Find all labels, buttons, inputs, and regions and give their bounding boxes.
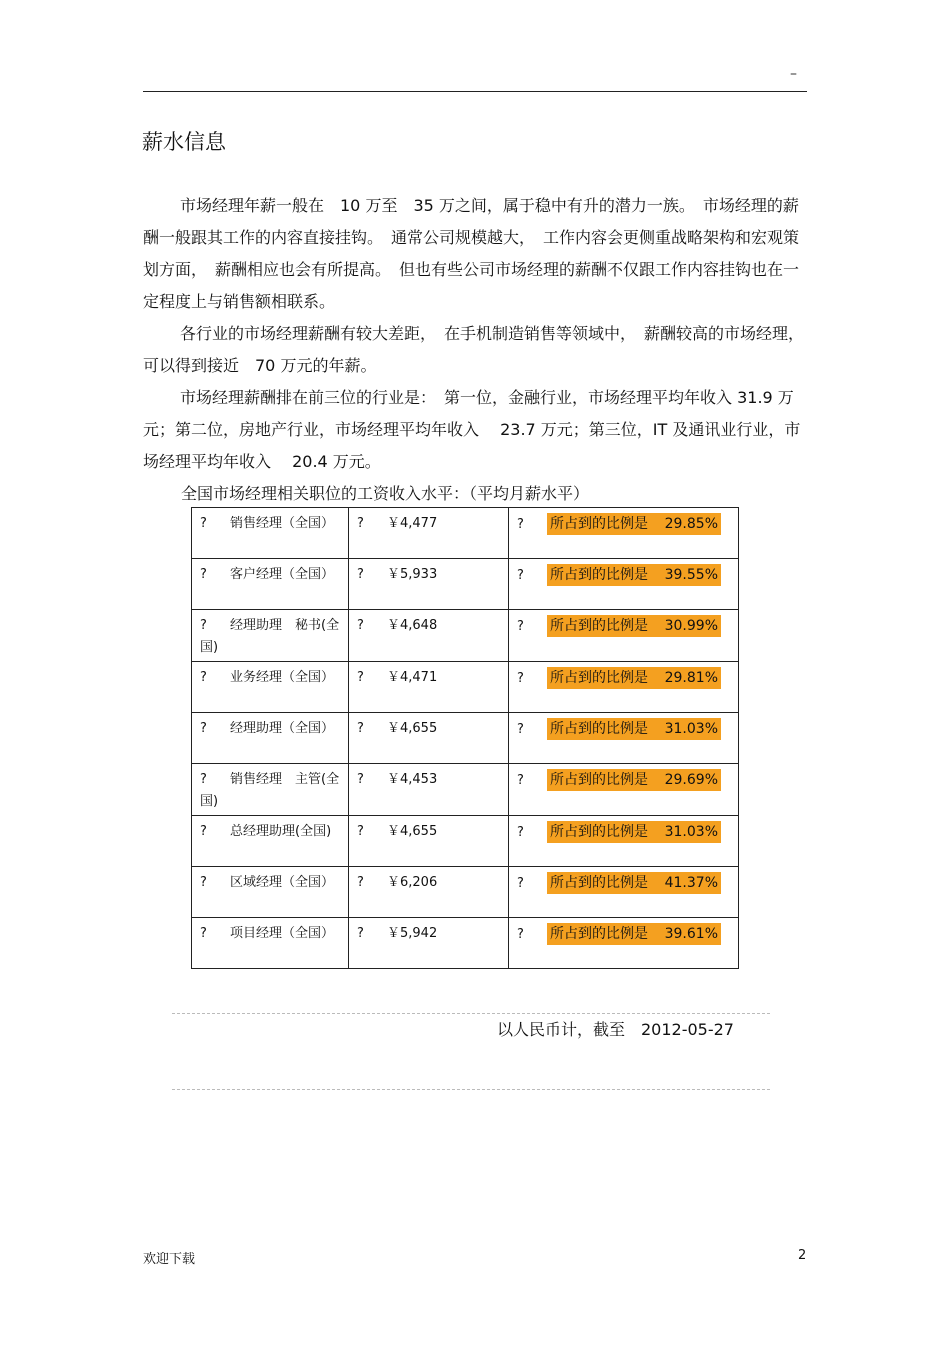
job-title: 经理助理 秘书(全国) [200,618,340,655]
footer-download-text: 欢迎下载 [143,1252,196,1267]
ratio-label: 所占到的比例是 [550,772,648,788]
table-row [192,713,739,764]
job-title: 业务经理（全国） [230,670,335,685]
job-title-cell [192,918,349,969]
currency-note: 以人民币计，截至 2012-05-27 [497,1020,734,1039]
job-title: 经理助理（全国） [230,721,335,736]
bullet-marker: ? [200,670,207,685]
dashed-divider-bottom [172,1089,770,1090]
bullet-marker: ? [200,875,207,890]
ratio-label: 所占到的比例是 [550,926,648,942]
bullet-marker: ? [517,773,524,788]
bullet-marker: ? [200,618,207,633]
ratio-label: 所占到的比例是 [550,670,648,686]
ratio-label: 所占到的比例是 [550,875,648,891]
job-title: 区域经理（全国） [230,875,335,890]
job-title-cell [192,764,349,816]
bullet-marker: ? [200,516,207,531]
salary-amount-cell [349,918,509,969]
salary-amount-cell [349,867,509,918]
salary-amount: ￥5,933 [387,567,438,582]
table-row [192,764,739,816]
ratio-label: 所占到的比例是 [550,567,648,583]
ratio-cell [509,764,739,816]
paragraph-industry-gap: 各行业的市场经理薪酬有较大差距， 在手机制造销售等领域中， 薪酬较高的市场经理，可以得到接近 70 万元的年薪。 [143,324,805,375]
bullet-marker: ? [357,567,364,582]
salary-amount: ￥4,471 [387,670,438,685]
bullet-marker: ? [357,824,364,839]
bullet-marker: ? [200,772,207,787]
ratio-cell [509,662,739,713]
ratio-label: 所占到的比例是 [550,721,648,737]
job-title: 项目经理（全国） [230,926,335,941]
salary-table [191,507,739,969]
job-title-cell [192,610,349,662]
salary-amount-cell [349,713,509,764]
ratio-cell [509,713,739,764]
bullet-marker: ? [357,516,364,531]
salary-amount: ￥4,655 [387,721,438,736]
bullet-marker: ? [357,875,364,890]
ratio-label: 所占到的比例是 [550,618,648,634]
job-title-cell [192,559,349,610]
salary-amount-cell [349,559,509,610]
ratio-value: 39.55% [664,567,718,583]
table-row [192,508,739,559]
ratio-highlight [547,872,721,894]
bullet-marker: ? [200,721,207,736]
table-row [192,610,739,662]
dashed-divider-top [172,1013,770,1014]
table-row [192,867,739,918]
table-row [192,816,739,867]
bullet-marker: ? [517,568,524,583]
ratio-cell [509,918,739,969]
ratio-highlight [547,718,721,740]
ratio-highlight [547,769,721,791]
table-caption: 全国市场经理相关职位的工资收入水平：（平均月薪水平） [181,484,590,503]
ratio-highlight [547,923,721,945]
salary-amount-cell [349,610,509,662]
ratio-value: 41.37% [664,875,718,891]
job-title-cell [192,662,349,713]
job-title-cell [192,508,349,559]
header-rule [143,91,807,92]
job-title: 客户经理（全国） [230,567,335,582]
section-title: 薪水信息 [142,130,226,154]
salary-amount-cell [349,816,509,867]
paragraph-top-industries: 市场经理薪酬排在前三位的行业是： 第一位，金融行业，市场经理平均年收入 31.9 万元；第二位，房地产行业，市场经理平均年收入 23.7 万元；第三位，IT 及通讯业行业，市场经理平均年收入 20.4 万元。 [143,388,801,471]
ratio-cell [509,867,739,918]
ratio-cell [509,816,739,867]
ratio-value: 31.03% [664,824,718,840]
ratio-cell [509,610,739,662]
bullet-marker: ? [200,926,207,941]
ratio-value: 39.61% [664,926,718,942]
ratio-value: 29.69% [664,772,718,788]
bullet-marker: ? [517,876,524,891]
ratio-value: 29.85% [664,516,718,532]
ratio-highlight [547,667,721,689]
ratio-label: 所占到的比例是 [550,516,648,532]
ratio-value: 31.03% [664,721,718,737]
ratio-cell [509,559,739,610]
ratio-value: 29.81% [664,670,718,686]
header-mark: – [790,66,797,82]
job-title: 总经理助理(全国) [230,824,332,839]
ratio-highlight [547,615,721,637]
bullet-marker: ? [517,671,524,686]
salary-amount: ￥4,655 [387,824,438,839]
bullet-marker: ? [357,670,364,685]
ratio-label: 所占到的比例是 [550,824,648,840]
bullet-marker: ? [357,772,364,787]
table-row [192,662,739,713]
bullet-marker: ? [357,618,364,633]
job-title-cell [192,713,349,764]
bullet-marker: ? [357,926,364,941]
bullet-marker: ? [357,721,364,736]
salary-amount: ￥4,453 [387,772,438,787]
bullet-marker: ? [200,824,207,839]
ratio-highlight [547,513,721,535]
salary-amount: ￥4,648 [387,618,438,633]
salary-amount: ￥5,942 [387,926,438,941]
salary-amount-cell [349,764,509,816]
job-title-cell [192,867,349,918]
salary-amount: ￥6,206 [387,875,438,890]
table-row [192,559,739,610]
ratio-highlight [547,564,721,586]
bullet-marker: ? [517,619,524,634]
salary-amount-cell [349,508,509,559]
bullet-marker: ? [517,722,524,737]
ratio-value: 30.99% [664,618,718,634]
job-title: 销售经理 主管(全国) [200,772,340,809]
page-number: 2 [798,1248,807,1263]
bullet-marker: ? [517,517,524,532]
bullet-marker: ? [200,567,207,582]
ratio-cell [509,508,739,559]
salary-amount: ￥4,477 [387,516,438,531]
ratio-highlight [547,821,721,843]
job-title-cell [192,816,349,867]
salary-amount-cell [349,662,509,713]
bullet-marker: ? [517,825,524,840]
table-row [192,918,739,969]
bullet-marker: ? [517,927,524,942]
job-title: 销售经理（全国） [230,516,335,531]
paragraph-salary-range: 市场经理年薪一般在 10 万至 35 万之间，属于稳中有升的潜力一族。 市场经理的薪酬一般跟其工作的内容直接挂钩。 通常公司规模越大， 工作内容会更侧重战略架构和宏观策划方面， 薪酬相应也会有所提高。 但也有些公司市场经理的薪酬不仅跟工作内容挂钩也在一定程度上与销售额相联系。 [143,196,800,311]
